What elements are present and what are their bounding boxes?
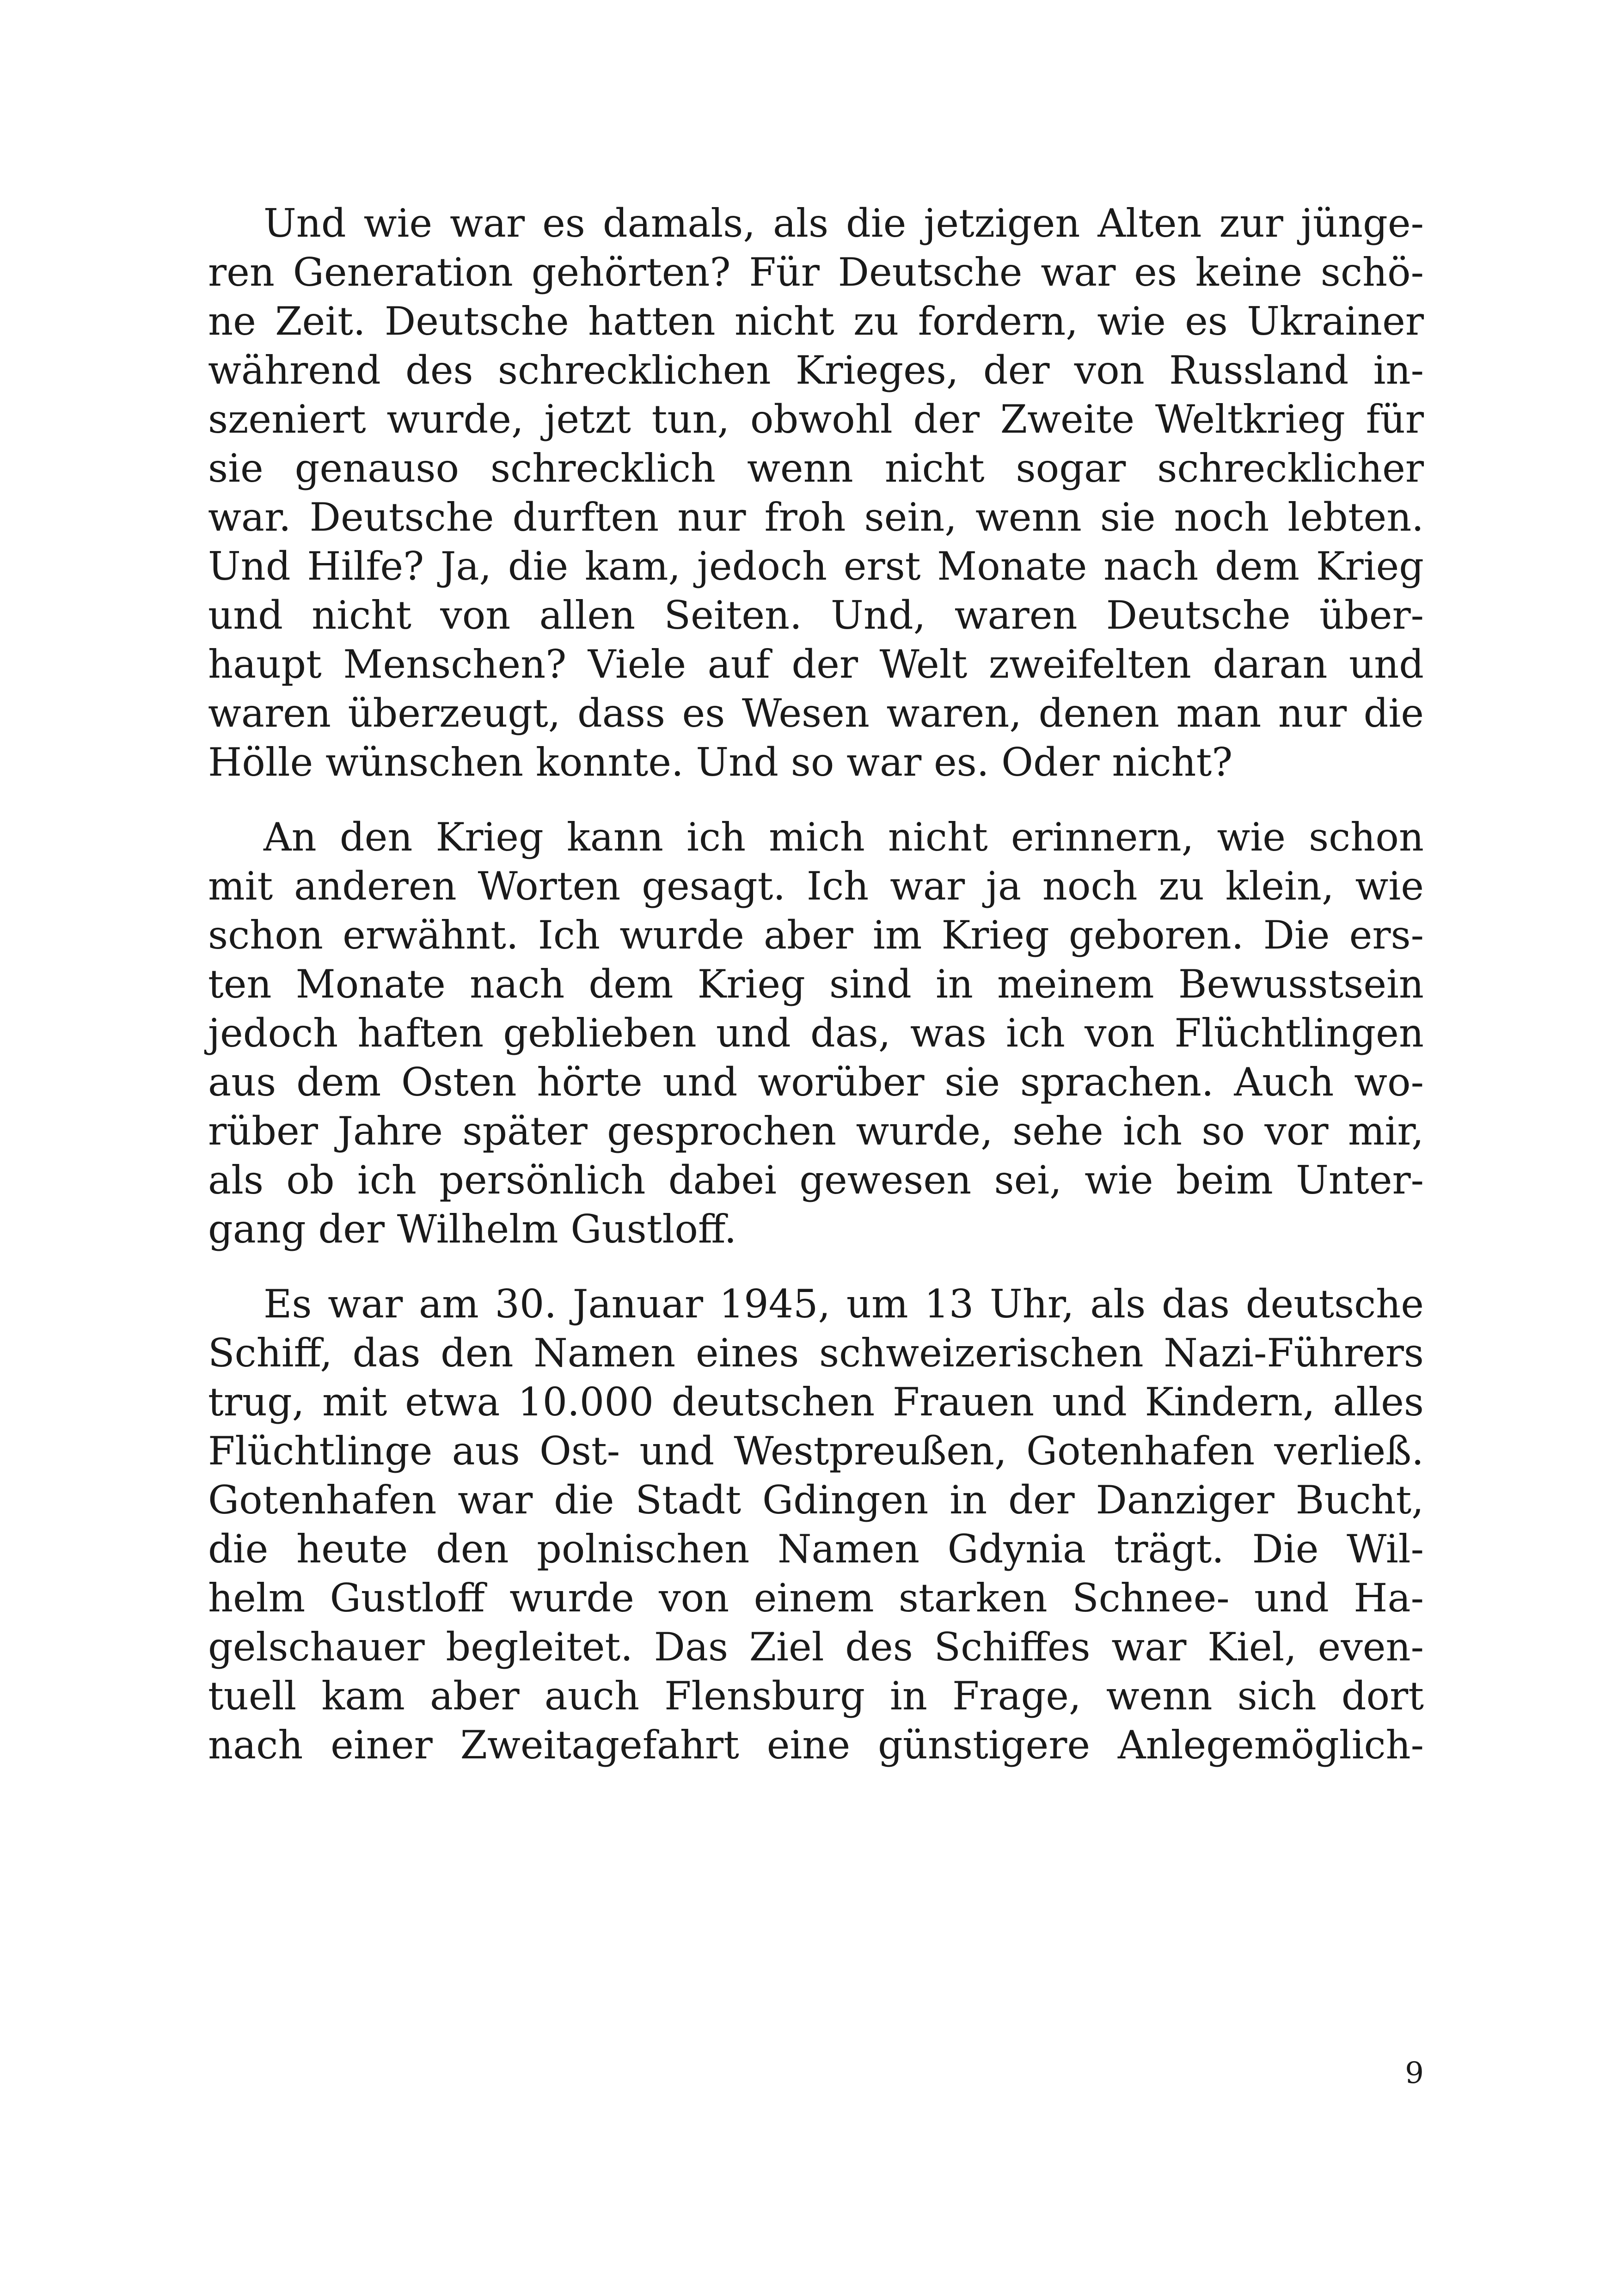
body-text	[208, 199, 1424, 1795]
paragraph-1	[208, 199, 1424, 787]
text-line: schon erwähnt. Ich wurde aber im Krieg geboren. Die ers-	[208, 912, 1424, 958]
text-line: helm Gustloff wurde von einem starken Schnee- und Ha-	[208, 1575, 1424, 1621]
text-line: und nicht von allen Seiten. Und, waren Deutsche über-	[208, 593, 1424, 638]
text-line: sie genauso schrecklich wenn nicht sogar schrecklicher	[208, 446, 1424, 491]
text-line: mit anderen Worten gesagt. Ich war ja noch zu klein, wie	[208, 863, 1424, 909]
text-line: Schiff, das den Namen eines schweizerischen Nazi-Führers	[208, 1330, 1424, 1376]
text-line: gang der Wilhelm Gustloff.	[208, 1206, 737, 1252]
text-line: gelschauer begleitet. Das Ziel des Schiffes war Kiel, even-	[208, 1624, 1424, 1670]
text-line: Hölle wünschen konnte. Und so war es. Oder nicht?	[208, 740, 1233, 785]
paragraph-3	[208, 1280, 1424, 1769]
text-line: nach einer Zweitagefahrt eine günstigere Anlegemöglich-	[208, 1722, 1424, 1768]
text-line: rüber Jahre später gesprochen wurde, sehe ich so vor mir,	[208, 1108, 1424, 1154]
text-line: ten Monate nach dem Krieg sind in meinem Bewusstsein	[208, 961, 1424, 1007]
text-line: Und Hilfe? Ja, die kam, jedoch erst Monate nach dem Krieg	[208, 544, 1424, 589]
text-line: waren überzeugt, dass es Wesen waren, denen man nur die	[208, 691, 1424, 736]
text-line: An den Krieg kann ich mich nicht erinnern, wie schon	[264, 814, 1424, 860]
text-line: ren Generation gehörten? Für Deutsche war es keine schö-	[208, 250, 1424, 295]
text-line: ne Zeit. Deutsche hatten nicht zu fordern, wie es Ukrainer	[208, 299, 1424, 344]
text-line: während des schrecklichen Krieges, der von Russland in-	[208, 348, 1424, 393]
text-line: jedoch haften geblieben und das, was ich von Flüchtlingen	[208, 1010, 1424, 1056]
text-line: aus dem Osten hörte und worüber sie sprachen. Auch wo-	[208, 1059, 1424, 1105]
text-line: Gotenhafen war die Stadt Gdingen in der Danziger Bucht,	[208, 1477, 1424, 1523]
text-line: szeniert wurde, jetzt tun, obwohl der Zweite Weltkrieg für	[208, 397, 1424, 442]
page-number: 9	[1405, 2056, 1424, 2090]
text-line: war. Deutsche durften nur froh sein, wenn sie noch lebten.	[208, 495, 1424, 540]
text-line: die heute den polnischen Namen Gdynia trägt. Die Wil-	[208, 1526, 1424, 1572]
text-line: Es war am 30. Januar 1945, um 13 Uhr, als das deutsche	[264, 1281, 1424, 1327]
text-line: haupt Menschen? Viele auf der Welt zweifelten daran und	[208, 642, 1424, 687]
text-line: tuell kam aber auch Flensburg in Frage, wenn sich dort	[208, 1673, 1424, 1719]
text-line: Und wie war es damals, als die jetzigen Alten zur jünge-	[264, 201, 1424, 246]
text-line: als ob ich persönlich dabei gewesen sei, wie beim Unter-	[208, 1157, 1424, 1203]
text-line: trug, mit etwa 10.000 deutschen Frauen und Kindern, alles	[208, 1379, 1424, 1425]
paragraph-2	[208, 813, 1424, 1254]
text-line: Flüchtlinge aus Ost- und Westpreußen, Gotenhafen verließ.	[208, 1428, 1424, 1474]
